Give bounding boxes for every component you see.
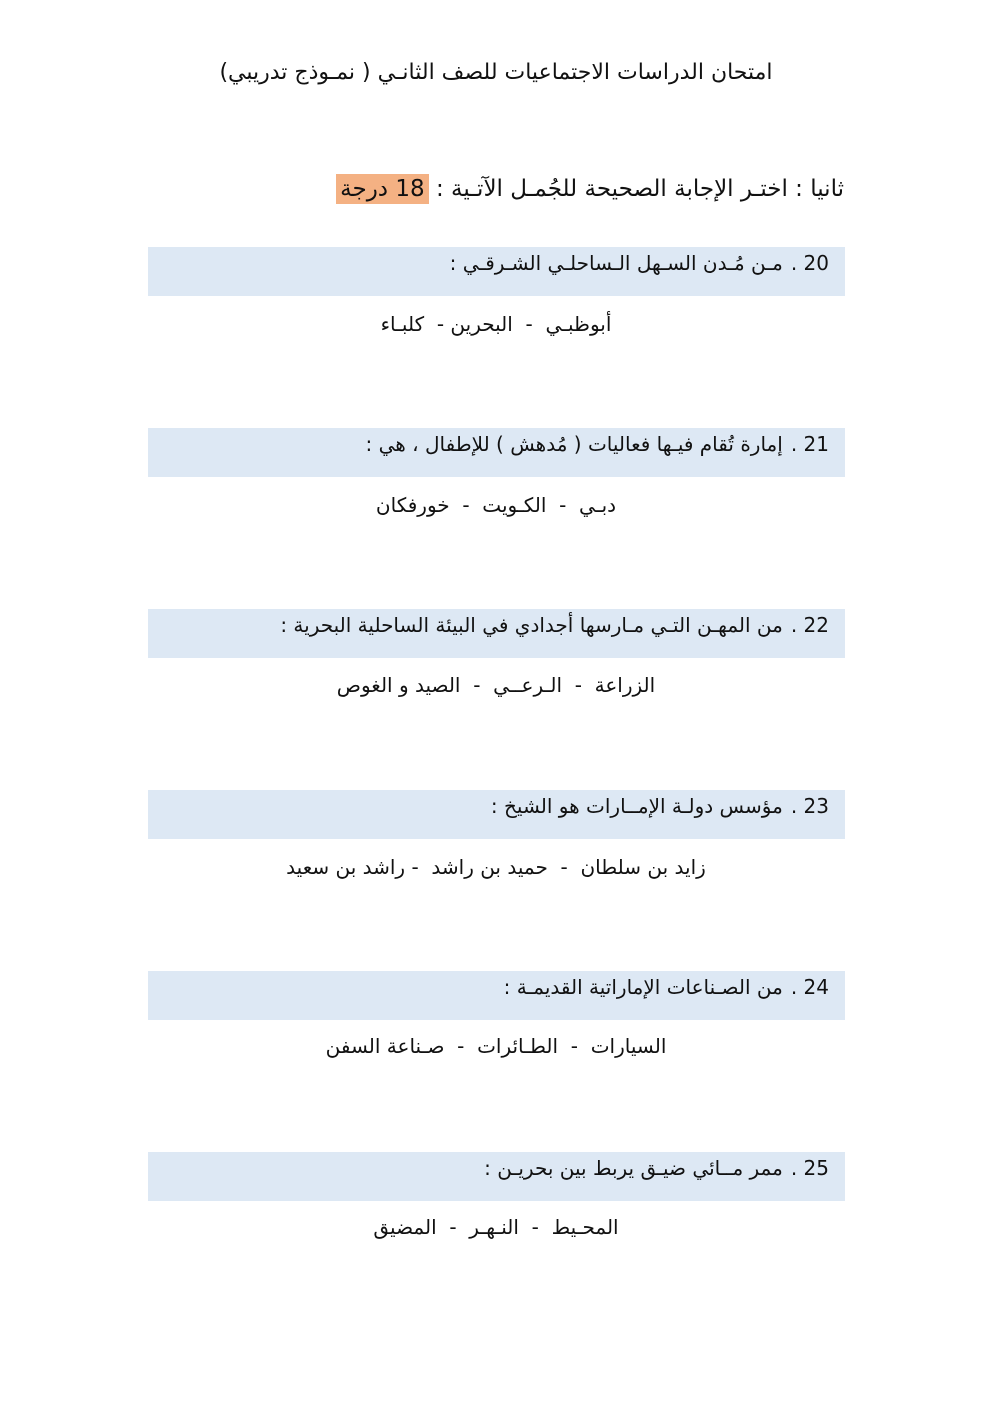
question-number: 21 . bbox=[790, 432, 829, 456]
section-instruction: ثانيا : اختـر الإجابة الصحيحة للجُمـل الآتـية : bbox=[435, 176, 844, 202]
question-number: 24 . bbox=[790, 975, 829, 999]
question-number: 22 . bbox=[790, 613, 829, 637]
grade-badge: 18 درجة bbox=[336, 174, 429, 204]
section-heading bbox=[336, 176, 844, 202]
question-number: 23 . bbox=[790, 794, 829, 818]
question-25 bbox=[148, 1152, 845, 1201]
question-text: ممر مــائي ضيـق يربط بين بحريـن : bbox=[484, 1156, 783, 1180]
question-24-options: السيارات - الطـائرات - صـناعة السفن bbox=[325, 1034, 667, 1058]
question-22-options: الزراعة - الـرعــي - الصيد و الغوص bbox=[336, 673, 656, 697]
question-20-options: أبوظبـي - البحرين - كلبـاء bbox=[380, 312, 612, 336]
question-text: من المهـن التـي مـارسها أجدادي في البيئة الساحلية البحرية : bbox=[280, 613, 783, 637]
question-21 bbox=[148, 428, 845, 477]
page-title: امتحان الدراسات الاجتماعيات للصف الثانـي ( نمـوذج تدريبي) bbox=[219, 60, 773, 85]
question-number: 25 . bbox=[790, 1156, 829, 1180]
question-22 bbox=[148, 609, 845, 658]
question-text: من الصـناعات الإماراتية القديمـة : bbox=[503, 975, 783, 999]
question-25-options: المحـيط - النـهـر - المضيق bbox=[373, 1215, 619, 1239]
question-20 bbox=[148, 247, 845, 296]
question-text: مـن مُـدن السـهل الـساحلـي الشـرقـي : bbox=[449, 251, 783, 275]
question-number: 20 . bbox=[790, 251, 829, 275]
question-23-options: زايد بن سلطان - حميد بن راشد - راشد بن سعيد bbox=[286, 855, 706, 879]
question-23 bbox=[148, 790, 845, 839]
question-24 bbox=[148, 971, 845, 1020]
question-text: إمارة تُقام فيـها فعاليات ( مُدهش ) للإطفال ، هي : bbox=[365, 432, 783, 456]
question-text: مؤسس دولـة الإمــارات هو الشيخ : bbox=[490, 794, 783, 818]
question-21-options: دبـي - الكـويت - خورفكان bbox=[375, 493, 617, 517]
